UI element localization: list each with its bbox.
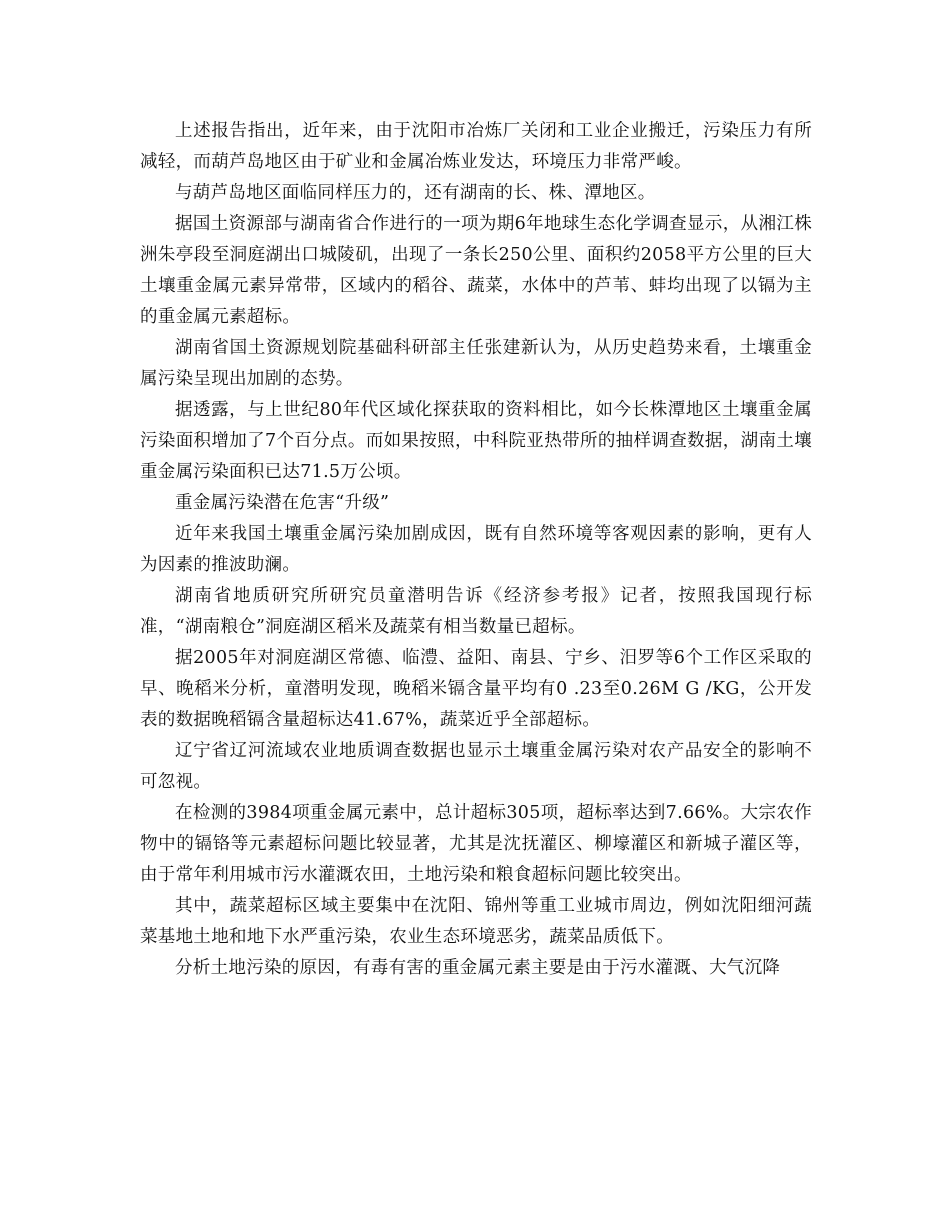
paragraph-11: 在检测的3984项重金属元素中，总计超标305项，超标率达到7.66%。大宗农作物中的镉铬等元素超标问题比较显著，尤其是沈抚灌区、柳壕灌区和新城子灌区等，由于常年利用城市污水灌溉农田，土地污染和粮食超标问题比较突出。: [140, 803, 812, 885]
paragraph-3: 据国土资源部与湖南省合作进行的一项为期6年地球生态化学调查显示，从湘江株洲朱亭段至洞庭湖出口城陵矶，出现了一条长250公里、面积约2058平方公里的巨大土壤重金属元素异常带，区域内的稻谷、蔬菜，水体中的芦苇、蚌均出现了以镉为主的重金属元素超标。: [140, 214, 812, 327]
paragraph-12: 其中，蔬菜超标区域主要集中在沈阳、锦州等重工业城市周边，例如沈阳细河蔬菜基地土地和地下水严重污染，农业生态环境恶劣，蔬菜品质低下。: [140, 896, 812, 947]
paragraph-2: 与葫芦岛地区面临同样压力的，还有湖南的长、株、潭地区。: [175, 183, 656, 203]
paragraph-5: 据透露，与上世纪80年代区域化探获取的资料相比，如今长株潭地区土壤重金属污染面积增加了7个百分点。而如果按照，中科院亚热带所的抽样调查数据，湖南土壤重金属污染面积已达71.5万公顷。: [140, 400, 812, 482]
paragraph-4: 湖南省国土资源规划院基础科研部主任张建新认为，从历史趋势来看，土壤重金属污染呈现出加剧的态势。: [140, 338, 812, 389]
paragraph-9: 据2005年对洞庭湖区常德、临澧、益阳、南县、宁乡、汨罗等6个工作区采取的早、晚稻米分析，童潜明发现，晚稻米镉含量平均有0 .23至0.26M G /KG，公开发表的数据晚稻镉含量超标达41.67%，蔬菜近乎全部超标。: [140, 648, 812, 730]
paragraph-8: 湖南省地质研究所研究员童潜明告诉《经济参考报》记者，按照我国现行标准，“湖南粮仓”洞庭湖区稻米及蔬菜有相当数量已超标。: [140, 586, 812, 637]
paragraph-10: 辽宁省辽河流域农业地质调查数据也显示土壤重金属污染对农产品安全的影响不可忽视。: [140, 741, 812, 792]
paragraph-1: 上述报告指出，近年来，由于沈阳市冶炼厂关闭和工业企业搬迁，污染压力有所减轻，而葫芦岛地区由于矿业和金属冶炼业发达，环境压力非常严峻。: [140, 121, 812, 172]
section-heading: 重金属污染潜在危害“升级”: [175, 493, 390, 513]
paragraph-7: 近年来我国土壤重金属污染加剧成因，既有自然环境等客观因素的影响，更有人为因素的推波助澜。: [140, 524, 812, 575]
paragraph-13: 分析土地污染的原因，有毒有害的重金属元素主要是由于污水灌溉、大气沉降: [175, 958, 781, 978]
document-body: [140, 116, 812, 984]
